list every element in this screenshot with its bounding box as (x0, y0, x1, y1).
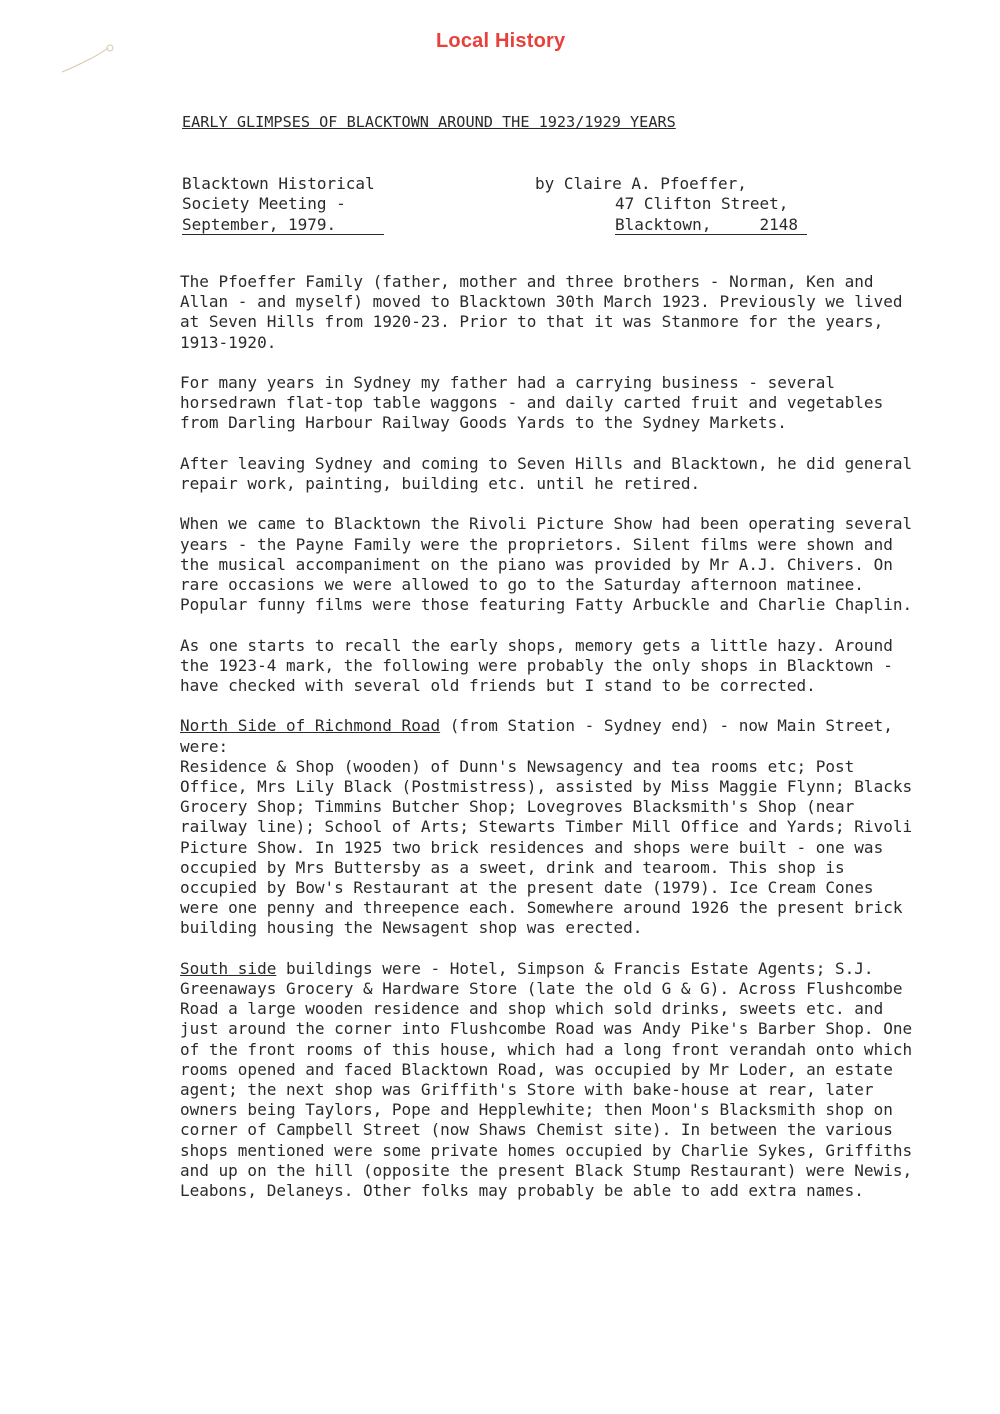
paragraph: The Pfoeffer Family (father, mother and three brothers - Norman, Ken and Allan - and myself) moved to Blacktown 30th March 1923. Previously we lived at Seven Hills from 1920-23. Prior to that it was Stanmore for the years, 1913-1920. (180, 272, 903, 352)
meeting-info (182, 174, 384, 235)
north-side-heading: North Side of Richmond Road (180, 716, 441, 736)
document-title: EARLY GLIMPSES OF BLACKTOWN AROUND THE 1923/1929 YEARS (182, 113, 676, 131)
paragraph: As one starts to recall the early shops, memory gets a little hazy. Around the 1923-4 mark, the following were probably the only shops in Blacktown - have checked with several old friends but I stand to be corrected. (180, 635, 893, 695)
document-body (180, 272, 950, 1221)
pencil-mark-icon (58, 40, 118, 80)
paragraph: For many years in Sydney my father had a carrying business - several horsedrawn flat-top table waggons - and daily carted fruit and vegetables from Darling Harbour Railway Goods Yards to the Sydney Markets. (180, 373, 884, 433)
south-side-heading: South side (180, 958, 277, 978)
author-info (535, 174, 807, 235)
paragraph: When we came to Blacktown the Rivoli Picture Show had been operating several years - the Payne Family were the proprietors. Silent films were shown and the musical accompaniment on the piano was provided by Mr A.J. Chivers. On rare occasions we were allowed to go to the Saturday afternoon matinee. Popular funny films were those featuring Fatty Arbuckle and Charlie Chaplin. (180, 514, 913, 615)
paragraph: After leaving Sydney and coming to Seven Hills and Blacktown, he did general repair work, painting, building etc. until he retired. (180, 453, 913, 493)
north-side-paragraph (180, 716, 950, 938)
local-history-stamp: Local History (436, 30, 566, 52)
south-side-text: buildings were - Hotel, Simpson & Francis Estate Agents; S.J. Greenaways Grocery & Hardware Store (late the old G & G). Across Flushcombe Road a large wooden residence and shop which sold drinks, sweets etc. and just around the corner into Flushcombe Road was Andy Pike's Barber Shop. One of the front rooms of this house, which had a long front verandah onto which rooms opened and faced Blacktown Road, was occupied by Mr Loder, an estate agent; the next shop was Griffith's Store with bake-house at rear, later owners being Taylors, Pope and Hepplewhite; then Moon's Blacksmith shop on corner of Campbell Street (now Shaws Chemist site). In between the various shops mentioned were some private homes occupied by Charlie Sykes, Griffiths and up on the hill (opposite the present Black Stump Restaurant) were Newis, Leabons, Delaneys. Other folks may probably be able to add extra names. (180, 958, 913, 1201)
meeting-info-line: Society Meeting - (182, 194, 346, 214)
author-name: by Claire A. Pfoeffer, (535, 174, 747, 193)
south-side-paragraph (180, 959, 950, 1201)
meeting-date: September, 1979. (182, 216, 384, 235)
north-side-text: (from Station - Sydney end) - now Main Street, were: Residence & Shop (wooden) of Dunn's Newsagency and tea rooms etc; Post Office, Mrs Lily Black (Postmistress), assisted by Miss Maggie Flynn; Blacks Grocery Shop; Timmins Butcher Shop; Lovegroves Blacksmith's Shop (near railway line); School of Arts; Stewarts Timber Mill Office and Yards; Rivoli Picture Show. In 1925 two brick residences and shops were built - one was occupied by Mrs Buttersby as a sweet, drink and tearoom. This shop is occupied by Bow's Restaurant at the present date (1979). Ice Cream Cones were one penny and threepence each. Somewhere around 1926 the present brick building housing the Newsagent shop was erected. (180, 716, 913, 938)
meeting-info-line: Blacktown Historical (182, 174, 375, 193)
author-suburb: Blacktown, 2148 (615, 216, 807, 235)
author-street: 47 Clifton Street, (615, 194, 789, 214)
